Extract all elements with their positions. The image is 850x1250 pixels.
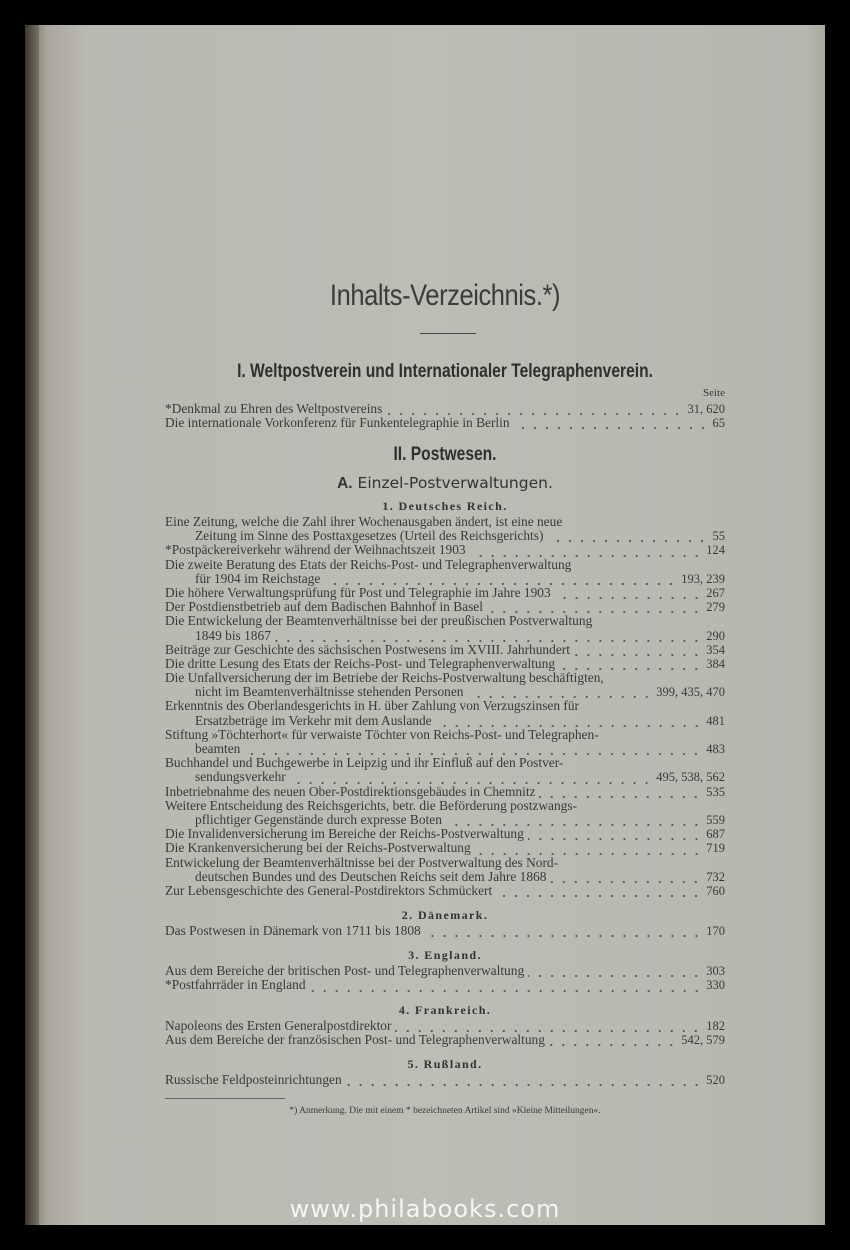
footnote: *) Anmerkung. Die mit einem * bezeichneten Artikel sind »Kleine Mitteilungen«. (289, 1106, 601, 1116)
dot-leader (487, 606, 702, 614)
footnote-divider (165, 1098, 285, 1099)
toc-entry (165, 600, 725, 614)
entry-line (165, 1033, 725, 1047)
page-number: 535 (706, 784, 725, 799)
entry-text: *Postfahrräder in England (165, 978, 306, 993)
entry-line (165, 884, 725, 898)
dot-leader (395, 1025, 702, 1033)
entry-text: Die internationale Vorkonferenz für Funkentelegraphie in Berlin (165, 416, 510, 431)
toc-entry (165, 756, 725, 784)
entry-text: beamten (195, 742, 241, 756)
page-number: 193, 239 (681, 571, 725, 586)
entry-line (165, 699, 725, 713)
toc-entry (165, 978, 725, 992)
entry-line (165, 770, 725, 784)
page-number: 559 (706, 812, 725, 827)
page-number: 384 (706, 656, 725, 671)
page-number: 732 (706, 869, 725, 884)
entry-text: 1849 bis 1867 (195, 628, 271, 643)
dot-leader (559, 663, 702, 671)
part1-entries (165, 402, 725, 430)
entry-text: Aus dem Bereiche der französischen Post- und Telegraphenverwaltung (165, 1032, 545, 1047)
toc-entry (165, 416, 725, 430)
entry-line (165, 402, 725, 416)
entry-text: Buchhandel und Buchgewerbe in Leipzig und ihr Einfluß auf den Postver- (165, 756, 564, 771)
dot-leader (275, 635, 702, 643)
entry-line (165, 1019, 725, 1033)
toc-entry (165, 785, 725, 799)
toc-section (165, 946, 725, 992)
page-number: 520 (706, 1073, 725, 1087)
page-number: 481 (706, 713, 725, 728)
sub-heading-text: Einzel-Postverwaltungen. (357, 474, 553, 492)
dot-leader (549, 1039, 677, 1047)
dot-leader (346, 1079, 703, 1087)
part2-sections (165, 497, 725, 1087)
section-heading: 2. Dänemark. (401, 908, 489, 923)
toc-entry (165, 884, 725, 898)
entry-text: nicht im Beamtenverhältnisse stehenden Personen (195, 685, 464, 700)
dot-leader (470, 550, 703, 558)
page-number: 124 (706, 543, 725, 558)
entry-line (165, 671, 725, 685)
entry-line (165, 643, 725, 657)
part1-heading: I. Weltpostverein und Internationaler Telegraphenverein. (237, 361, 653, 382)
entry-text: Inbetriebnahme des neuen Ober-Postdirektionsgebäudes in Chemnitz (165, 784, 536, 799)
toc-entry (165, 827, 725, 841)
entry-text: Weitere Entscheidung des Reichsgerichts, betr. die Beförderung postzwangs- (165, 798, 578, 813)
entry-line (165, 416, 725, 430)
toc-entry (165, 402, 725, 416)
entry-line (165, 728, 725, 742)
toc-entry (165, 799, 725, 827)
entry-line (165, 964, 725, 978)
dot-leader (386, 408, 683, 416)
entry-text: Napoleons des Ersten Generalpostdirektor (165, 1018, 392, 1033)
entry-line (165, 529, 725, 543)
toc-section (165, 906, 725, 938)
entry-text: Stiftung »Töchterhort« für verwaiste Töchter von Reichs-Post- und Telegraphen- (165, 727, 599, 742)
entry-line (165, 799, 725, 813)
toc-entry (165, 841, 725, 855)
entry-line (165, 543, 725, 557)
dot-leader (324, 578, 677, 586)
toc-entry (165, 671, 725, 699)
page-title: Inhalts-Verzeichnis.*) (329, 279, 561, 312)
toc-entry (165, 643, 725, 657)
entry-text: Das Postwesen in Dänemark von 1711 bis 1808 (165, 924, 421, 939)
dot-leader (574, 649, 702, 657)
toc-section (165, 1055, 725, 1087)
entry-line (165, 756, 725, 770)
dot-leader (514, 422, 709, 430)
dot-leader (555, 592, 703, 600)
seite-label: Seite (703, 387, 725, 399)
page-number: 290 (706, 628, 725, 643)
entry-text: Die zweite Beratung des Etats der Reichs-Post- und Telegraphenverwaltung (165, 557, 572, 572)
page-number: 542, 579 (681, 1032, 725, 1047)
page-number: 182 (706, 1018, 725, 1033)
toc-entry (165, 856, 725, 884)
entry-text: Die Krankenversicherung bei der Reichs-Postverwaltung (165, 841, 471, 856)
entry-line (165, 813, 725, 827)
page-number: 31, 620 (687, 402, 725, 416)
entry-line (165, 856, 725, 870)
page-number: 330 (706, 978, 725, 993)
dot-leader (468, 691, 653, 699)
section-heading: 3. England. (408, 948, 482, 963)
toc-entry (165, 1073, 725, 1087)
sub-letter: A. (337, 475, 353, 492)
dot-leader (528, 833, 702, 841)
dot-leader (436, 720, 703, 728)
toc-entry (165, 515, 725, 543)
entry-text: sendungsverkehr (195, 770, 286, 785)
page-number: 719 (706, 841, 725, 856)
entry-text: *Denkmal zu Ehren des Weltpostvereins (165, 402, 383, 416)
entry-line (165, 629, 725, 643)
dot-leader (528, 970, 702, 978)
page-number: 399, 435, 470 (656, 685, 725, 700)
entry-line (165, 657, 725, 671)
toc-section (165, 497, 725, 898)
book-binding-edge (25, 25, 39, 1225)
entry-line (165, 1073, 725, 1087)
entry-text: Entwickelung der Beamtenverhältnisse bei der Postverwaltung des Nord- (165, 855, 559, 870)
entry-text: Beiträge zur Geschichte des sächsischen Postwesens im XVIII. Jahrhundert (165, 642, 570, 657)
dot-leader (550, 876, 702, 884)
entry-text: Erkenntnis des Oberlandesgerichts in H. über Zahlung von Verzugszinsen für (165, 699, 580, 714)
toc-entry (165, 1019, 725, 1033)
toc-entry (165, 728, 725, 756)
entry-text: Russische Feldposteinrichtungen (165, 1073, 342, 1087)
page-number: 303 (706, 964, 725, 979)
entry-text: Eine Zeitung, welche die Zahl ihrer Wochenausgaben ändert, ist eine neue (165, 515, 563, 529)
entry-text: *Postpäckereiverkehr während der Weihnachtszeit 1903 (165, 543, 466, 558)
page-number: 354 (706, 642, 725, 657)
entry-text: Aus dem Bereiche der britischen Post- und Telegraphenverwaltung (165, 964, 525, 979)
page-number: 279 (706, 600, 725, 615)
entry-text: für 1904 im Reichstage (195, 571, 321, 586)
entry-line (165, 742, 725, 756)
toc-section (165, 1001, 725, 1047)
toc-entry (165, 924, 725, 938)
entry-line (165, 685, 725, 699)
watermark: www.philabooks.com (289, 1195, 561, 1223)
section-heading: 5. Rußland. (407, 1057, 483, 1071)
dot-leader (446, 819, 702, 827)
entry-line (165, 924, 725, 938)
entry-text: Die dritte Lesung des Etats der Reichs-Post- und Telegraphenverwaltung (165, 656, 556, 671)
dot-leader (539, 791, 702, 799)
page-number: 267 (706, 585, 725, 600)
entry-line (165, 870, 725, 884)
toc-entry (165, 964, 725, 978)
page-number: 170 (706, 924, 725, 939)
dot-leader (310, 985, 703, 993)
entry-text: Die höhere Verwaltungsprüfung für Post und Telegraphie im Jahre 1903 (165, 585, 551, 600)
page-number: 55 (712, 529, 725, 544)
entry-line (165, 827, 725, 841)
entry-line (165, 515, 725, 529)
section-heading: 4. Frankreich. (398, 1002, 492, 1017)
entry-text: Zur Lebensgeschichte des General-Postdirektors Schmückert (165, 883, 493, 898)
toc-entry (165, 699, 725, 727)
entry-text: Der Postdienstbetrieb auf dem Badischen Bahnhof in Basel (165, 600, 483, 615)
dot-leader (547, 535, 708, 543)
toc-entry (165, 657, 725, 671)
title-divider (420, 333, 476, 334)
entry-line (165, 558, 725, 572)
part2-heading: II. Postwesen. (393, 444, 497, 465)
entry-line (165, 978, 725, 992)
toc-entry (165, 614, 725, 642)
section-heading: 1. Deutsches Reich. (382, 499, 508, 513)
book-page (25, 25, 825, 1225)
entry-line (165, 841, 725, 855)
entry-line (165, 600, 725, 614)
toc-entry (165, 543, 725, 557)
entry-text: Zeitung im Sinne des Posttaxgesetzes (Urteil des Reichsgerichts) (195, 529, 544, 544)
toc-entry (165, 586, 725, 600)
dot-leader (425, 930, 702, 938)
entry-text: Die Entwickelung der Beamtenverhältnisse bei der preußischen Postverwaltung (165, 614, 593, 629)
entry-line (165, 714, 725, 728)
entry-text: Die Unfallversicherung der im Betriebe der Reichs-Postverwaltung beschäftigten, (165, 671, 604, 686)
entry-text: Ersatzbeträge im Verkehr mit dem Auslande (195, 713, 432, 728)
toc-entry (165, 1033, 725, 1047)
entry-line (165, 785, 725, 799)
part2-subheading (165, 474, 725, 493)
toc-entry (165, 558, 725, 586)
entry-text: Die Invalidenversicherung im Bereiche der Reichs-Postverwaltung (165, 827, 524, 842)
entry-line (165, 586, 725, 600)
page-number: 483 (706, 742, 725, 756)
page-number: 687 (706, 827, 725, 842)
dot-leader (496, 890, 702, 898)
dot-leader (244, 748, 702, 756)
dot-leader (475, 848, 703, 856)
entry-text: pflichtiger Gegenstände durch expresse Boten (195, 812, 442, 827)
dot-leader (290, 777, 653, 785)
page-number: 495, 538, 562 (656, 770, 725, 785)
entry-line (165, 614, 725, 628)
page-number: 760 (706, 883, 725, 898)
entry-text: deutschen Bundes und des Deutschen Reichs seit dem Jahre 1868 (195, 869, 547, 884)
page-number: 65 (712, 416, 725, 431)
entry-line (165, 572, 725, 586)
